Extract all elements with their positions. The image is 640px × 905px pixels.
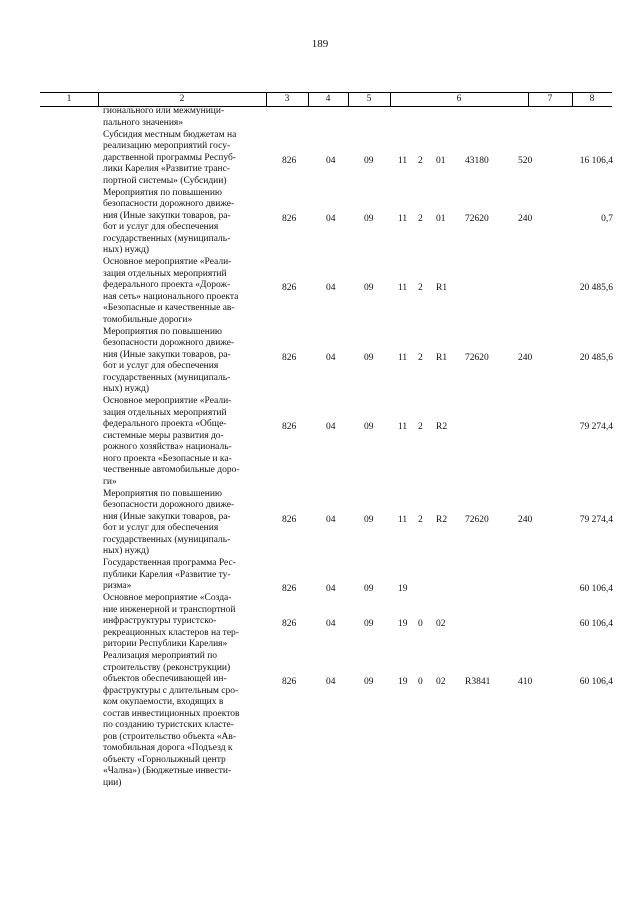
cell-section: 04	[326, 619, 336, 629]
cell-subsection: 09	[364, 422, 374, 432]
table-row	[0, 106, 640, 130]
cell-amount: 79 274,4	[579, 514, 613, 525]
cell-subprogram: 2	[418, 514, 423, 525]
cell-amount: 79 274,4	[579, 422, 613, 432]
cell-amount: 60 106,4	[579, 584, 613, 594]
row-name: Основное мероприятие «Реали- зация отдельных мероприятий федерального проекта «Обще- системные меры развития до- рожного хозяйства» националь- ного проекта «Безопасные и ка- чественные автомобильные доро- ги»	[103, 396, 240, 487]
cell-program: 11	[398, 155, 408, 166]
table-row	[0, 257, 640, 327]
cell-section: 04	[326, 677, 336, 687]
cell-admin-code: 826	[282, 619, 297, 629]
cell-expense-type: 240	[518, 352, 533, 363]
cell-direction: 72620	[465, 213, 489, 224]
row-name: Реализация мероприятий по строительству (реконструкции) объектов обеспечивающей ин- фраструктуры с длительным сро- ком окупаемости, входящих в состав инвестиционных проектов по созданию туристских класте- ров (строительство объекта «Ав- томобильная дорога «Подъезд к объекту «Горнолыжный центр «Чална») (Бюджетные инвести- ции)	[103, 651, 240, 788]
cell-admin-code: 826	[282, 514, 297, 525]
cell-subprogram: 2	[418, 422, 423, 432]
cell-subprogram: 0	[418, 677, 423, 687]
cell-amount: 60 106,4	[579, 677, 613, 687]
cell-admin-code: 826	[282, 352, 297, 363]
cell-admin-code: 826	[282, 677, 297, 687]
cell-activity: 01	[436, 155, 446, 166]
cell-subprogram: 2	[418, 352, 423, 363]
cell-program: 11	[398, 514, 408, 525]
cell-program: 11	[398, 422, 408, 432]
cell-subsection: 09	[364, 677, 374, 687]
row-name: Мероприятия по повышению безопасности дорожного движе- ния (Иные закупки товаров, ра- бот и услуг для обеспечения государственных (муниципаль- ных) нужд)	[103, 326, 235, 394]
cell-subsection: 09	[364, 283, 374, 293]
cell-section: 04	[326, 155, 336, 166]
table-row	[0, 489, 640, 559]
header-col-8: 8	[589, 94, 595, 104]
header-col-6: 6	[456, 94, 462, 104]
cell-subprogram: 2	[418, 155, 423, 166]
cell-program: 11	[398, 283, 408, 293]
table-row	[0, 558, 640, 593]
cell-activity: R1	[436, 352, 448, 363]
header-col-3: 3	[284, 94, 290, 104]
cell-expense-type: 410	[518, 677, 533, 687]
cell-subsection: 09	[364, 155, 374, 166]
cell-program: 11	[398, 352, 408, 363]
cell-admin-code: 826	[282, 584, 297, 594]
row-name: Основное мероприятие «Созда- ние инженерной и транспортной инфраструктуры туристско- рекреационных кластеров на тер- ритории Республики Карелия»	[103, 593, 239, 649]
cell-section: 04	[326, 584, 336, 594]
cell-direction: 72620	[465, 352, 489, 363]
row-name: Мероприятия по повышению безопасности дорожного движе- ния (Иные закупки товаров, ра- бот и услуг для обеспечения государственных (муниципаль- ных) нужд)	[103, 488, 235, 556]
cell-amount: 16 106,4	[579, 155, 613, 166]
cell-expense-type: 240	[518, 213, 533, 224]
cell-activity: 02	[436, 619, 446, 629]
header-col-5: 5	[366, 94, 372, 104]
header-col-4: 4	[325, 94, 331, 104]
table-row	[0, 188, 640, 258]
cell-direction: R3841	[465, 677, 491, 687]
cell-section: 04	[326, 422, 336, 432]
cell-direction: 43180	[465, 155, 489, 166]
cell-amount: 20 485,6	[579, 352, 613, 363]
cell-subprogram: 2	[418, 283, 423, 293]
cell-subsection: 09	[364, 619, 374, 629]
cell-subsection: 09	[364, 584, 374, 594]
header-col-2: 2	[179, 94, 185, 104]
cell-activity: 02	[436, 677, 446, 687]
cell-section: 04	[326, 514, 336, 525]
cell-activity: R1	[436, 283, 448, 293]
cell-amount: 60 106,4	[579, 619, 613, 629]
table-row	[0, 651, 640, 790]
cell-admin-code: 826	[282, 155, 297, 166]
cell-subsection: 09	[364, 352, 374, 363]
cell-expense-type: 520	[518, 155, 533, 166]
cell-admin-code: 826	[282, 283, 297, 293]
cell-program: 19	[398, 677, 408, 687]
cell-section: 04	[326, 352, 336, 363]
cell-section: 04	[326, 213, 336, 224]
row-name: гионального или межмуници- пального значения»	[103, 106, 225, 128]
cell-subprogram: 0	[418, 619, 423, 629]
cell-program: 11	[398, 213, 408, 224]
row-name: Государственная программа Рес- публики Карелия «Развитие ту- ризма»	[103, 558, 236, 591]
cell-amount: 0,7	[601, 213, 613, 224]
cell-program: 19	[398, 619, 408, 629]
cell-activity: 01	[436, 213, 446, 224]
cell-admin-code: 826	[282, 213, 297, 224]
cell-activity: R2	[436, 514, 448, 525]
header-col-7: 7	[547, 94, 553, 104]
table-row	[0, 130, 640, 188]
cell-subsection: 09	[364, 514, 374, 525]
header-col-1: 1	[66, 94, 72, 104]
cell-direction: 72620	[465, 514, 489, 525]
cell-subsection: 09	[364, 213, 374, 224]
cell-expense-type: 240	[518, 514, 533, 525]
cell-activity: R2	[436, 422, 448, 432]
table-body	[0, 106, 640, 790]
cell-admin-code: 826	[282, 422, 297, 432]
cell-subprogram: 2	[418, 213, 423, 224]
row-name: Основное мероприятие «Реали- зация отдельных мероприятий федерального проекта «Дорож- ная сеть» национального проекта «Безопасные и качественные ав- томобильные дороги»	[103, 257, 239, 325]
cell-program: 19	[398, 584, 408, 594]
table-row	[0, 327, 640, 397]
page-number: 189	[311, 38, 329, 50]
cell-section: 04	[326, 283, 336, 293]
cell-amount: 20 485,6	[579, 283, 613, 293]
table-row	[0, 593, 640, 651]
table-row	[0, 396, 640, 489]
row-name: Субсидия местным бюджетам на реализацию мероприятий госу- дарственной программы Респуб- лики Карелия «Развитие транс- портной системы» (Субсидии)	[103, 129, 237, 186]
row-name: Мероприятия по повышению безопасности дорожного движе- ния (Иные закупки товаров, ра- бот и услуг для обеспечения государственных (муниципаль- ных) нужд)	[103, 187, 235, 255]
table-header	[40, 92, 612, 107]
